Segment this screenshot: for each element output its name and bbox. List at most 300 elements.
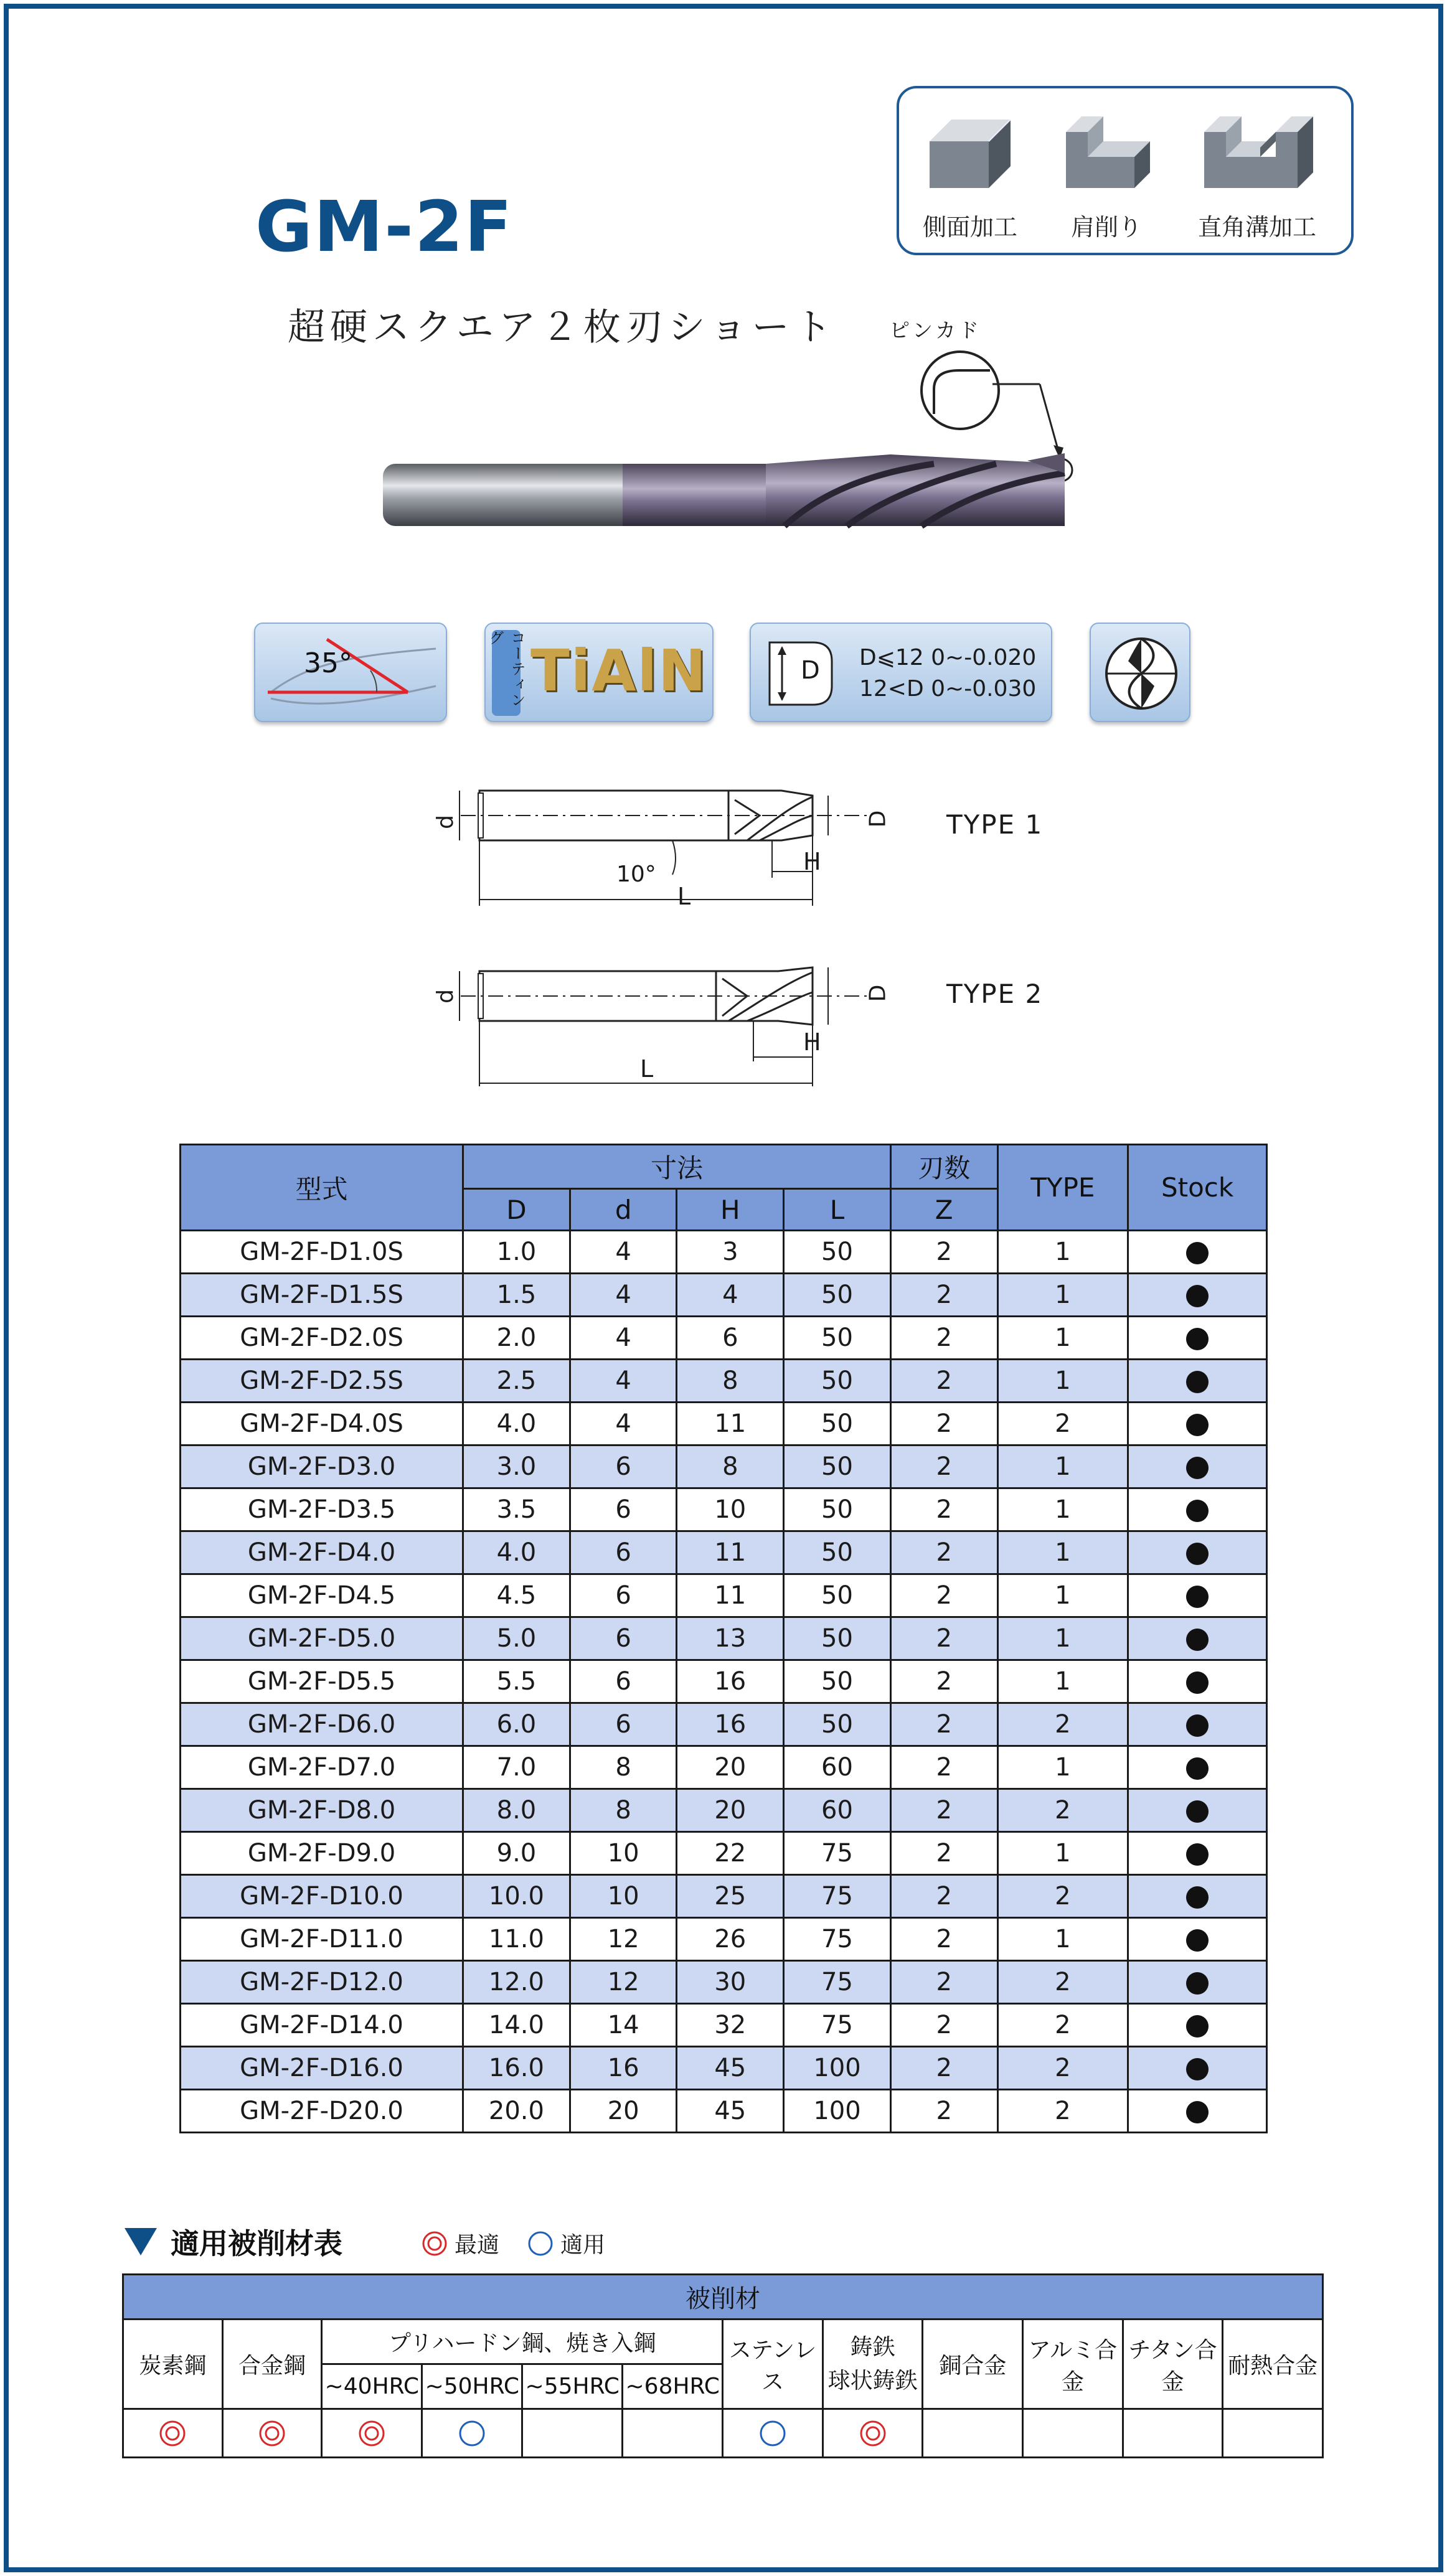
cell-l: 100 bbox=[784, 2090, 891, 2133]
type2-D-label: D bbox=[865, 984, 891, 1002]
cell-model: GM-2F-D3.5 bbox=[181, 1488, 463, 1531]
cell-h: 22 bbox=[677, 1832, 784, 1875]
in-stock-dot-icon bbox=[1186, 1586, 1209, 1608]
cell-l: 60 bbox=[784, 1746, 891, 1789]
type2-drawing bbox=[423, 952, 921, 1102]
material-titanium-alloy: チタン合金 bbox=[1123, 2320, 1223, 2409]
cell-type: 1 bbox=[997, 1617, 1128, 1660]
in-stock-dot-icon bbox=[1186, 1800, 1209, 1823]
table-row bbox=[181, 1445, 1267, 1488]
material-carbon-steel: 炭素鋼 bbox=[123, 2320, 223, 2409]
cell-d: 4 bbox=[570, 1360, 677, 1403]
cell-l: 50 bbox=[784, 1360, 891, 1403]
in-stock-dot-icon bbox=[1186, 1500, 1209, 1522]
cell-z: 2 bbox=[890, 1703, 997, 1746]
materials-table-title: 被削材 bbox=[123, 2275, 1323, 2320]
cell-type: 1 bbox=[997, 1660, 1128, 1703]
cell-d: 6 bbox=[570, 1660, 677, 1703]
cell-h: 6 bbox=[677, 1317, 784, 1360]
cell-l: 50 bbox=[784, 1403, 891, 1445]
table-row bbox=[181, 1961, 1267, 2004]
in-stock-dot-icon bbox=[1186, 1929, 1209, 1952]
cell-d: 4 bbox=[570, 1317, 677, 1360]
cell-type: 1 bbox=[997, 1531, 1128, 1574]
side-milling-icon bbox=[923, 107, 1017, 200]
cell-h: 16 bbox=[677, 1703, 784, 1746]
double-circle-icon bbox=[158, 2419, 187, 2448]
cell-d: 20.0 bbox=[463, 2090, 570, 2133]
table-row bbox=[181, 1488, 1267, 1531]
table-row bbox=[181, 1360, 1267, 1403]
cell-d: 9.0 bbox=[463, 1832, 570, 1875]
legend-best-label: 最適 bbox=[455, 2232, 500, 2258]
tolerance-line-2: 12<D 0~-0.030 bbox=[859, 676, 1037, 702]
cell-model: GM-2F-D11.0 bbox=[181, 1918, 463, 1961]
spec-table-body bbox=[181, 1231, 1267, 2133]
cell-model: GM-2F-D6.0 bbox=[181, 1703, 463, 1746]
cell-stock bbox=[1128, 1703, 1267, 1746]
cell-stock bbox=[1128, 1317, 1267, 1360]
material-rating-cell bbox=[422, 2409, 522, 2458]
cell-h: 20 bbox=[677, 1746, 784, 1789]
circle-icon bbox=[758, 2419, 788, 2448]
cell-model: GM-2F-D20.0 bbox=[181, 2090, 463, 2133]
cell-d: 20 bbox=[570, 2090, 677, 2133]
material-rating-cell bbox=[1223, 2409, 1323, 2458]
cell-h: 30 bbox=[677, 1961, 784, 2004]
application-label: 直角溝加工 bbox=[1198, 214, 1317, 241]
cell-d: 14 bbox=[570, 2004, 677, 2047]
cell-h: 25 bbox=[677, 1875, 784, 1918]
cell-stock bbox=[1128, 1403, 1267, 1445]
cell-d: 3.5 bbox=[463, 1488, 570, 1531]
cell-z: 2 bbox=[890, 1531, 997, 1574]
table-row bbox=[181, 1231, 1267, 1274]
cell-d: 4.0 bbox=[463, 1531, 570, 1574]
cell-d: 6 bbox=[570, 1531, 677, 1574]
circle-icon bbox=[527, 2230, 554, 2257]
cell-d: 1.0 bbox=[463, 1231, 570, 1274]
table-row bbox=[181, 1403, 1267, 1445]
cell-type: 2 bbox=[997, 2004, 1128, 2047]
cell-d: 6 bbox=[570, 1445, 677, 1488]
cell-type: 1 bbox=[997, 1918, 1128, 1961]
table-row bbox=[181, 2004, 1267, 2047]
type2-label: TYPE 2 bbox=[946, 979, 1044, 1009]
cell-h: 13 bbox=[677, 1617, 784, 1660]
cell-model: GM-2F-D5.0 bbox=[181, 1617, 463, 1660]
cell-stock bbox=[1128, 1617, 1267, 1660]
cell-h: 8 bbox=[677, 1360, 784, 1403]
cell-stock bbox=[1128, 1231, 1267, 1274]
cell-h: 26 bbox=[677, 1918, 784, 1961]
table-row bbox=[181, 1918, 1267, 1961]
cell-l: 75 bbox=[784, 1832, 891, 1875]
cell-d: 6 bbox=[570, 1617, 677, 1660]
cell-type: 1 bbox=[997, 1574, 1128, 1617]
type2-L-label: L bbox=[640, 1055, 654, 1083]
cell-d: 6.0 bbox=[463, 1703, 570, 1746]
application-label: 肩削り bbox=[1070, 214, 1142, 241]
cell-d: 4 bbox=[570, 1403, 677, 1445]
in-stock-dot-icon bbox=[1186, 1328, 1209, 1350]
application-label: 側面加工 bbox=[923, 214, 1018, 241]
pin-corner-label: ピンカド bbox=[889, 318, 981, 342]
cell-d: 4 bbox=[570, 1274, 677, 1317]
cell-model: GM-2F-D12.0 bbox=[181, 1961, 463, 2004]
cell-l: 75 bbox=[784, 2004, 891, 2047]
cell-l: 60 bbox=[784, 1789, 891, 1832]
tolerance-symbol: D bbox=[801, 656, 820, 685]
cell-model: GM-2F-D10.0 bbox=[181, 1875, 463, 1918]
cell-d: 10 bbox=[570, 1832, 677, 1875]
cell-z: 2 bbox=[890, 1360, 997, 1403]
circle-icon bbox=[457, 2419, 487, 2448]
material-rating-cell bbox=[623, 2409, 723, 2458]
cell-z: 2 bbox=[890, 1961, 997, 2004]
cell-d: 12 bbox=[570, 1918, 677, 1961]
cell-l: 50 bbox=[784, 1617, 891, 1660]
cell-d: 16.0 bbox=[463, 2047, 570, 2090]
material-copper-alloy: 銅合金 bbox=[923, 2320, 1023, 2409]
cell-type: 1 bbox=[997, 1746, 1128, 1789]
header-model: 型式 bbox=[181, 1145, 463, 1231]
in-stock-dot-icon bbox=[1186, 2058, 1209, 2080]
cell-model: GM-2F-D5.5 bbox=[181, 1660, 463, 1703]
helix-angle-badge bbox=[254, 623, 447, 722]
cell-stock bbox=[1128, 2004, 1267, 2047]
cell-h: 32 bbox=[677, 2004, 784, 2047]
cell-l: 50 bbox=[784, 1488, 891, 1531]
cell-model: GM-2F-D1.5S bbox=[181, 1274, 463, 1317]
product-subtitle: 超硬スクエア２枚刃ショート bbox=[288, 306, 837, 349]
cell-z: 2 bbox=[890, 1317, 997, 1360]
double-circle-icon bbox=[421, 2230, 448, 2257]
cell-stock bbox=[1128, 1488, 1267, 1531]
cell-stock bbox=[1128, 1574, 1267, 1617]
cell-z: 2 bbox=[890, 1875, 997, 1918]
spec-table bbox=[179, 1144, 1268, 2133]
table-row bbox=[181, 1746, 1267, 1789]
cell-d: 2.0 bbox=[463, 1317, 570, 1360]
type1-d-label: d bbox=[432, 815, 458, 829]
in-stock-dot-icon bbox=[1186, 1457, 1209, 1479]
table-row bbox=[181, 1274, 1267, 1317]
two-flute-badge bbox=[1090, 623, 1190, 722]
cell-stock bbox=[1128, 1961, 1267, 2004]
type1-L-label: L bbox=[677, 883, 691, 910]
material-alloy-steel: 合金鋼 bbox=[222, 2320, 322, 2409]
cell-l: 50 bbox=[784, 1231, 891, 1274]
cell-l: 50 bbox=[784, 1531, 891, 1574]
cell-h: 16 bbox=[677, 1660, 784, 1703]
in-stock-dot-icon bbox=[1186, 2015, 1209, 2038]
cell-model: GM-2F-D1.0S bbox=[181, 1231, 463, 1274]
cell-l: 75 bbox=[784, 1918, 891, 1961]
cell-stock bbox=[1128, 2047, 1267, 2090]
material-55hrc: ~55HRC bbox=[522, 2364, 623, 2409]
in-stock-dot-icon bbox=[1186, 1714, 1209, 1737]
cell-z: 2 bbox=[890, 1617, 997, 1660]
cell-d: 3.0 bbox=[463, 1445, 570, 1488]
material-rating-cell bbox=[222, 2409, 322, 2458]
cell-model: GM-2F-D2.5S bbox=[181, 1360, 463, 1403]
cell-l: 75 bbox=[784, 1875, 891, 1918]
in-stock-dot-icon bbox=[1186, 1671, 1209, 1694]
helix-angle-value: 35° bbox=[304, 647, 352, 679]
cell-d: 8.0 bbox=[463, 1789, 570, 1832]
cell-h: 20 bbox=[677, 1789, 784, 1832]
header-d: d bbox=[570, 1189, 677, 1231]
cell-stock bbox=[1128, 1531, 1267, 1574]
triangle-marker-icon bbox=[125, 2228, 157, 2255]
header-D: D bbox=[463, 1189, 570, 1231]
cell-d: 7.0 bbox=[463, 1746, 570, 1789]
cell-h: 45 bbox=[677, 2047, 784, 2090]
application-side-milling bbox=[923, 107, 1017, 242]
application-shoulder-milling bbox=[1060, 107, 1153, 242]
materials-heading bbox=[125, 2221, 342, 2262]
cell-type: 1 bbox=[997, 1274, 1128, 1317]
cell-h: 45 bbox=[677, 2090, 784, 2133]
cell-type: 1 bbox=[997, 1832, 1128, 1875]
application-box bbox=[897, 86, 1354, 255]
cell-model: GM-2F-D4.0 bbox=[181, 1531, 463, 1574]
type1-H-label: H bbox=[803, 848, 821, 875]
header-type: TYPE bbox=[997, 1145, 1128, 1231]
cell-model: GM-2F-D14.0 bbox=[181, 2004, 463, 2047]
double-circle-icon bbox=[257, 2419, 287, 2448]
in-stock-dot-icon bbox=[1186, 1285, 1209, 1307]
material-68hrc: ~68HRC bbox=[623, 2364, 723, 2409]
cell-d: 10 bbox=[570, 1875, 677, 1918]
legend-ok-label: 適用 bbox=[560, 2232, 606, 2258]
cell-h: 4 bbox=[677, 1274, 784, 1317]
table-row bbox=[181, 1317, 1267, 1360]
coating-name: TiAlN bbox=[530, 637, 708, 704]
cell-stock bbox=[1128, 1746, 1267, 1789]
cell-h: 11 bbox=[677, 1403, 784, 1445]
cell-model: GM-2F-D4.0S bbox=[181, 1403, 463, 1445]
type1-angle-label: 10° bbox=[616, 862, 656, 887]
cell-model: GM-2F-D4.5 bbox=[181, 1574, 463, 1617]
table-row bbox=[181, 2047, 1267, 2090]
product-title: GM-2F bbox=[255, 187, 514, 268]
materials-table bbox=[122, 2273, 1324, 2458]
type1-drawing bbox=[423, 772, 921, 921]
cell-z: 2 bbox=[890, 1832, 997, 1875]
cell-z: 2 bbox=[890, 2090, 997, 2133]
legend-best bbox=[421, 2227, 499, 2259]
materials-ratings-row bbox=[123, 2409, 1323, 2458]
header-flutes: 刃数 bbox=[890, 1145, 997, 1189]
cell-type: 1 bbox=[997, 1360, 1128, 1403]
cell-stock bbox=[1128, 1918, 1267, 1961]
material-rating-cell bbox=[723, 2409, 823, 2458]
cell-d: 6 bbox=[570, 1488, 677, 1531]
in-stock-dot-icon bbox=[1186, 1757, 1209, 1780]
cell-type: 2 bbox=[997, 1703, 1128, 1746]
table-row bbox=[181, 1832, 1267, 1875]
cell-l: 50 bbox=[784, 1445, 891, 1488]
cell-d: 12 bbox=[570, 1961, 677, 2004]
cell-d: 10.0 bbox=[463, 1875, 570, 1918]
tolerance-badge bbox=[750, 623, 1052, 722]
in-stock-dot-icon bbox=[1186, 2101, 1209, 2123]
coating-side-label: コーティング bbox=[492, 630, 521, 716]
shoulder-milling-icon bbox=[1060, 107, 1153, 200]
cell-type: 1 bbox=[997, 1317, 1128, 1360]
cell-d: 11.0 bbox=[463, 1918, 570, 1961]
cell-l: 50 bbox=[784, 1660, 891, 1703]
cell-z: 2 bbox=[890, 1403, 997, 1445]
cell-model: GM-2F-D8.0 bbox=[181, 1789, 463, 1832]
cell-h: 3 bbox=[677, 1231, 784, 1274]
cell-z: 2 bbox=[890, 1445, 997, 1488]
cell-type: 2 bbox=[997, 1961, 1128, 2004]
table-row bbox=[181, 1703, 1267, 1746]
in-stock-dot-icon bbox=[1186, 1414, 1209, 1436]
slotting-icon bbox=[1198, 107, 1316, 200]
material-rating-cell bbox=[923, 2409, 1023, 2458]
cell-d: 4.0 bbox=[463, 1403, 570, 1445]
header-L: L bbox=[784, 1189, 891, 1231]
end-mill-image bbox=[374, 349, 1077, 554]
header-dimensions: 寸法 bbox=[463, 1145, 891, 1189]
material-rating-cell bbox=[522, 2409, 623, 2458]
table-row bbox=[181, 2090, 1267, 2133]
cell-d: 16 bbox=[570, 2047, 677, 2090]
table-row bbox=[181, 1660, 1267, 1703]
cell-stock bbox=[1128, 2090, 1267, 2133]
cell-l: 50 bbox=[784, 1703, 891, 1746]
material-aluminum-alloy: アルミ合金 bbox=[1023, 2320, 1123, 2409]
cell-l: 50 bbox=[784, 1274, 891, 1317]
cell-type: 2 bbox=[997, 2047, 1128, 2090]
type1-D-label: D bbox=[865, 810, 891, 828]
type2-H-label: H bbox=[803, 1028, 821, 1056]
in-stock-dot-icon bbox=[1186, 1886, 1209, 1909]
cell-stock bbox=[1128, 1445, 1267, 1488]
in-stock-dot-icon bbox=[1186, 1972, 1209, 1995]
cell-stock bbox=[1128, 1274, 1267, 1317]
cell-z: 2 bbox=[890, 1746, 997, 1789]
cell-l: 100 bbox=[784, 2047, 891, 2090]
table-row bbox=[181, 1789, 1267, 1832]
material-rating-cell bbox=[123, 2409, 223, 2458]
table-row bbox=[181, 1531, 1267, 1574]
cell-h: 10 bbox=[677, 1488, 784, 1531]
material-40hrc: ~40HRC bbox=[322, 2364, 422, 2409]
cell-z: 2 bbox=[890, 1918, 997, 1961]
cell-stock bbox=[1128, 1832, 1267, 1875]
in-stock-dot-icon bbox=[1186, 1242, 1209, 1264]
coating-badge bbox=[484, 623, 714, 722]
cell-d: 12.0 bbox=[463, 1961, 570, 2004]
cell-stock bbox=[1128, 1360, 1267, 1403]
cell-stock bbox=[1128, 1660, 1267, 1703]
cell-d: 4 bbox=[570, 1231, 677, 1274]
cell-d: 1.5 bbox=[463, 1274, 570, 1317]
cell-model: GM-2F-D16.0 bbox=[181, 2047, 463, 2090]
cell-d: 5.5 bbox=[463, 1660, 570, 1703]
cell-d: 4.5 bbox=[463, 1574, 570, 1617]
in-stock-dot-icon bbox=[1186, 1371, 1209, 1393]
cell-type: 1 bbox=[997, 1445, 1128, 1488]
cell-type: 1 bbox=[997, 1488, 1128, 1531]
cell-model: GM-2F-D2.0S bbox=[181, 1317, 463, 1360]
in-stock-dot-icon bbox=[1186, 1843, 1209, 1866]
cell-d: 14.0 bbox=[463, 2004, 570, 2047]
cell-z: 2 bbox=[890, 2047, 997, 2090]
cell-z: 2 bbox=[890, 1574, 997, 1617]
cell-z: 2 bbox=[890, 1488, 997, 1531]
cell-type: 2 bbox=[997, 2090, 1128, 2133]
cell-z: 2 bbox=[890, 1274, 997, 1317]
double-circle-icon bbox=[858, 2419, 888, 2448]
table-row bbox=[181, 1875, 1267, 1918]
cell-model: GM-2F-D9.0 bbox=[181, 1832, 463, 1875]
material-heat-resistant-alloy: 耐熱合金 bbox=[1223, 2320, 1323, 2409]
cell-h: 11 bbox=[677, 1574, 784, 1617]
cell-model: GM-2F-D7.0 bbox=[181, 1746, 463, 1789]
type1-label: TYPE 1 bbox=[946, 809, 1044, 840]
cell-z: 2 bbox=[890, 2004, 997, 2047]
in-stock-dot-icon bbox=[1186, 1543, 1209, 1565]
cell-d: 6 bbox=[570, 1703, 677, 1746]
legend-ok bbox=[527, 2227, 605, 2259]
cell-z: 2 bbox=[890, 1231, 997, 1274]
material-hardened-group: プリハードン鋼、焼き入鋼 bbox=[322, 2320, 723, 2364]
type2-d-label: d bbox=[432, 989, 458, 1004]
double-circle-icon bbox=[357, 2419, 387, 2448]
header-Z: Z bbox=[890, 1189, 997, 1231]
application-slotting bbox=[1198, 107, 1316, 242]
cell-model: GM-2F-D3.0 bbox=[181, 1445, 463, 1488]
header-stock: Stock bbox=[1128, 1145, 1267, 1231]
cell-type: 2 bbox=[997, 1789, 1128, 1832]
tolerance-line-1: D⩽12 0~-0.020 bbox=[859, 645, 1037, 670]
material-rating-cell bbox=[822, 2409, 923, 2458]
cell-type: 2 bbox=[997, 1875, 1128, 1918]
cell-z: 2 bbox=[890, 1789, 997, 1832]
material-rating-cell bbox=[322, 2409, 422, 2458]
cell-h: 8 bbox=[677, 1445, 784, 1488]
material-rating-cell bbox=[1123, 2409, 1223, 2458]
material-cast-iron: 鋳鉄 球状鋳鉄 bbox=[822, 2320, 923, 2409]
table-row bbox=[181, 1574, 1267, 1617]
material-50hrc: ~50HRC bbox=[422, 2364, 522, 2409]
cell-l: 50 bbox=[784, 1574, 891, 1617]
cell-h: 11 bbox=[677, 1531, 784, 1574]
cell-d: 6 bbox=[570, 1574, 677, 1617]
cell-d: 5.0 bbox=[463, 1617, 570, 1660]
cell-stock bbox=[1128, 1875, 1267, 1918]
materials-heading-text: 適用被削材表 bbox=[171, 2227, 342, 2260]
cell-d: 2.5 bbox=[463, 1360, 570, 1403]
cell-type: 1 bbox=[997, 1231, 1128, 1274]
cell-l: 50 bbox=[784, 1317, 891, 1360]
cell-type: 2 bbox=[997, 1403, 1128, 1445]
cell-d: 8 bbox=[570, 1746, 677, 1789]
header-H: H bbox=[677, 1189, 784, 1231]
in-stock-dot-icon bbox=[1186, 1629, 1209, 1651]
cell-z: 2 bbox=[890, 1660, 997, 1703]
cell-l: 75 bbox=[784, 1961, 891, 2004]
cell-stock bbox=[1128, 1789, 1267, 1832]
cell-d: 8 bbox=[570, 1789, 677, 1832]
material-stainless: ステンレス bbox=[723, 2320, 823, 2409]
